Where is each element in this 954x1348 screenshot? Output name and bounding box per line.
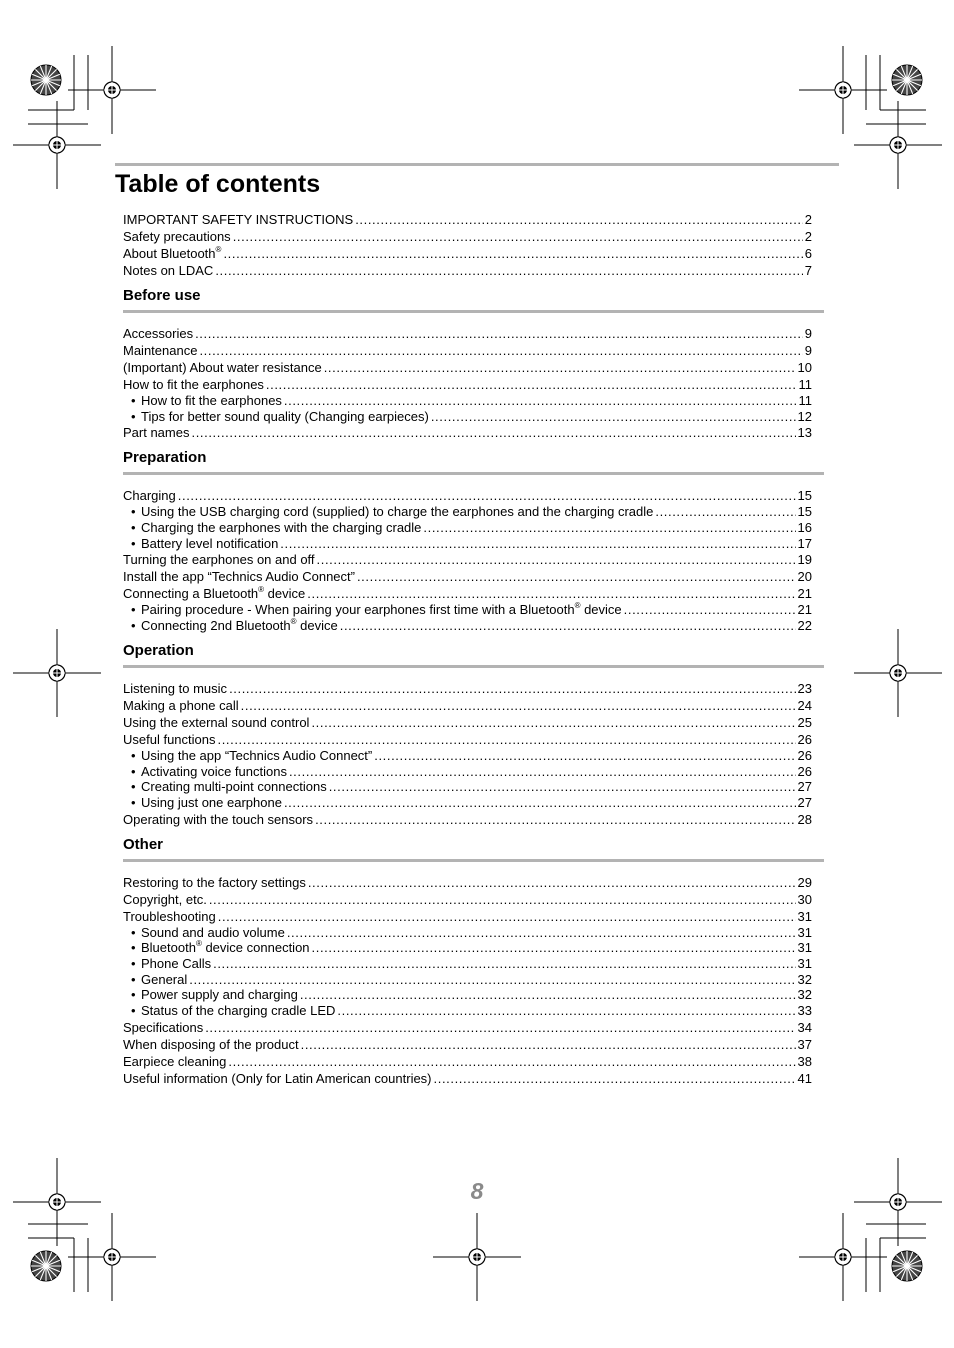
toc-entry-page: 29 [797,874,812,890]
toc-entry[interactable] [123,585,812,602]
toc-entry-page: 11 [798,393,812,408]
dot-leader [329,779,796,795]
dot-leader [266,376,797,393]
toc-entry-page: 41 [797,1070,812,1086]
toc-entry-page: 30 [797,891,812,907]
toc-entry-label: Install the app “Technics Audio Connect” [123,569,355,585]
toc-entry[interactable] [123,714,812,731]
toc-entry-label: Copyright, etc. [123,891,207,907]
toc-section-before-use [123,286,812,441]
toc-entry-page: 37 [797,1036,812,1052]
toc-entry[interactable] [123,697,812,714]
toc-subentry[interactable] [123,536,812,552]
toc-entry-page: 7 [804,263,812,278]
toc-entry-label: Accessories [123,326,194,341]
toc-entry-label: How to fit the earphones [123,377,264,392]
registered-mark: ® [258,585,265,595]
toc-entry[interactable] [123,811,812,828]
toc-entry-page: 31 [797,940,812,956]
toc [123,211,812,1087]
toc-entry-page: 32 [797,971,812,987]
toc-entry-label: • Status of the charging cradle LED [123,1003,335,1019]
registered-mark: ® [574,601,581,611]
dot-leader [307,585,795,602]
dot-leader [340,618,796,634]
toc-entry-page: 26 [797,763,812,779]
toc-entry-page: 25 [797,714,812,730]
toc-subentry[interactable] [123,409,812,425]
toc-subentry[interactable] [123,956,812,972]
toc-entry[interactable] [123,1070,812,1087]
registered-mark: ® [290,617,297,627]
dot-leader [374,748,795,764]
toc-entry-page: 22 [797,618,812,634]
toc-entry[interactable] [123,424,812,441]
toc-entry-label: • Battery level notification [123,536,278,552]
toc-subentry[interactable] [123,795,812,811]
dot-leader [434,1070,796,1087]
toc-entry[interactable] [123,891,812,908]
section-heading: Preparation [123,448,824,475]
dot-leader [218,731,796,748]
dot-leader [300,987,796,1003]
toc-section-operation [123,641,812,828]
toc-entry[interactable] [123,487,812,504]
dot-leader [655,504,795,520]
dot-leader [301,1036,796,1053]
dot-leader [317,551,796,568]
toc-subentry[interactable] [123,972,812,988]
toc-entry-label: Turning the earphones on and off [123,552,315,568]
toc-entry[interactable] [123,211,812,228]
dot-leader [357,568,796,585]
toc-entry[interactable] [123,245,812,262]
dot-leader [337,1003,795,1019]
toc-subentry[interactable] [123,520,812,536]
toc-entry-label: Making a phone call [123,697,239,713]
toc-entry-label: Listening to music [123,680,228,696]
toc-subentry[interactable] [123,393,812,409]
dot-leader [209,891,796,908]
toc-entry-label: Charging [123,488,176,504]
toc-entry-page: 9 [804,343,812,358]
dot-leader [324,359,796,376]
dot-leader [233,228,803,245]
dot-leader [423,520,795,536]
dot-leader [228,1053,795,1070]
toc-entry-label: Maintenance [123,343,198,358]
toc-entry-label: About Bluetooth® [123,245,222,261]
toc-entry-label: Earpiece cleaning [123,1053,227,1069]
dot-leader [315,811,795,828]
toc-entry-page: 34 [797,1019,812,1035]
toc-entry-label: • Using just one earphone [123,795,282,811]
toc-entry[interactable] [123,1053,812,1070]
toc-entry-label: • Phone Calls [123,956,211,972]
toc-intro [123,211,812,279]
toc-entry-label: • Activating voice functions [123,764,287,780]
toc-entry-page: 17 [797,535,812,551]
toc-subentry[interactable] [123,504,812,520]
dot-leader [189,972,795,988]
dot-leader [308,874,796,891]
toc-entry-label: • Bluetooth® device connection [123,940,310,956]
toc-entry-label: • Using the USB charging cord (supplied) to charge the earphones and the charging cradle [123,504,653,520]
toc-entry-label: IMPORTANT SAFETY INSTRUCTIONS [123,212,354,227]
toc-entry[interactable] [123,908,812,925]
toc-entry-page: 26 [797,731,812,747]
toc-entry-label: Specifications [123,1019,204,1035]
toc-entry-label: Connecting a Bluetooth® device [123,585,306,602]
toc-entry-page: 27 [797,779,812,795]
dot-leader [199,342,802,359]
dot-leader [312,940,796,956]
toc-entry-label: Useful functions [123,731,216,747]
toc-entry-page: 11 [798,377,812,392]
section-heading: Before use [123,286,824,313]
toc-entry-page: 33 [797,1003,812,1018]
dot-leader [624,602,796,618]
toc-entry-page: 10 [797,360,812,375]
dot-leader [280,536,795,552]
dot-leader [191,424,795,441]
toc-entry[interactable] [123,228,812,245]
toc-entry-label: • Sound and audio volume [123,925,285,941]
toc-entry[interactable] [123,680,812,697]
toc-entry[interactable] [123,874,812,891]
toc-entry-page: 38 [797,1053,812,1069]
registered-mark: ® [215,245,222,254]
toc-entry[interactable] [123,551,812,568]
page-number: 8 [470,1178,484,1204]
toc-section-other [123,835,812,1087]
toc-entry[interactable] [123,325,812,342]
top-rule [115,163,839,166]
toc-entry-page: 31 [797,924,812,940]
toc-entry[interactable] [123,376,812,393]
dot-leader [431,409,796,425]
toc-subentry[interactable] [123,602,812,618]
toc-entry-label: • Pairing procedure - When pairing your earphones first time with a Bluetooth® device [123,602,622,618]
toc-entry-page: 2 [804,212,812,227]
toc-entry-page: 27 [797,794,812,810]
toc-entry-page: 20 [797,569,812,585]
dot-leader [213,956,795,972]
dot-leader [287,925,796,941]
toc-entry-page: 32 [797,987,812,1003]
dot-leader [311,714,795,731]
page-title: Table of contents [115,170,321,198]
toc-entry[interactable] [123,568,812,585]
registered-mark: ® [195,939,202,949]
toc-entry-label: • Power supply and charging [123,987,298,1003]
toc-entry-label: Part names [123,425,190,441]
section-heading: Operation [123,641,824,668]
dot-leader [218,908,796,925]
toc-entry-page: 12 [797,408,812,424]
dot-leader [289,764,796,780]
toc-entry-page: 16 [797,520,812,536]
toc-entry-label: Restoring to the factory settings [123,874,306,890]
toc-entry[interactable] [123,731,812,748]
toc-entry-page: 13 [797,425,812,441]
toc-subentry[interactable] [123,779,812,795]
toc-entry[interactable] [123,262,812,279]
toc-entry-page: 15 [797,504,812,520]
dot-leader [195,325,803,342]
toc-subentry[interactable] [123,618,812,634]
dot-leader [241,697,796,714]
toc-entry-label: Using the external sound control [123,714,310,730]
toc-section-preparation [123,448,812,633]
dot-leader [284,795,796,811]
toc-entry-label: Operating with the touch sensors [123,811,314,827]
toc-entry[interactable] [123,359,812,376]
toc-entry-label: • Tips for better sound quality (Changing earpieces) [123,409,429,425]
dot-leader [284,393,797,409]
toc-entry-page: 9 [804,326,812,341]
toc-entry-label: • General [123,972,187,988]
toc-entry-page: 19 [797,552,812,568]
dot-leader [178,487,796,504]
dot-leader [229,680,795,697]
toc-entry-label: (Important) About water resistance [123,360,322,375]
dot-leader [223,245,802,262]
toc-entry-page: 2 [804,229,812,244]
toc-entry[interactable] [123,342,812,359]
toc-subentry[interactable] [123,764,812,780]
toc-entry-page: 6 [804,246,812,261]
dot-leader [215,262,802,279]
dot-leader [355,211,803,228]
toc-entry-label: Safety precautions [123,229,231,244]
toc-subentry[interactable] [123,987,812,1003]
toc-entry-label: • Charging the earphones with the charging cradle [123,520,421,536]
toc-entry-page: 21 [797,602,812,618]
toc-subentry[interactable] [123,925,812,941]
toc-entry-label: • Creating multi-point connections [123,779,327,795]
section-heading: Other [123,835,824,862]
toc-entry-page: 24 [797,697,812,713]
toc-entry-label: • Using the app “Technics Audio Connect” [123,748,372,764]
toc-entry-label: Troubleshooting [123,908,216,924]
toc-entry-page: 31 [797,908,812,924]
toc-entry[interactable] [123,1019,812,1036]
dot-leader [205,1019,795,1036]
toc-entry-label: • Connecting 2nd Bluetooth® device [123,618,338,634]
toc-entry-page: 26 [797,747,812,763]
toc-entry-page: 31 [797,955,812,971]
toc-entry-label: Notes on LDAC [123,263,214,278]
toc-entry-page: 23 [797,680,812,696]
toc-entry-label: Useful information (Only for Latin American countries) [123,1070,432,1086]
toc-subentry[interactable] [123,748,812,764]
toc-entry-label: When disposing of the product [123,1036,299,1052]
toc-entry-page: 15 [797,488,812,504]
toc-entry-label: • How to fit the earphones [123,393,282,409]
toc-entry-page: 28 [797,811,812,827]
toc-subentry[interactable] [123,1003,812,1019]
toc-entry[interactable] [123,1036,812,1053]
toc-subentry[interactable] [123,940,812,956]
toc-entry-page: 21 [797,586,812,602]
